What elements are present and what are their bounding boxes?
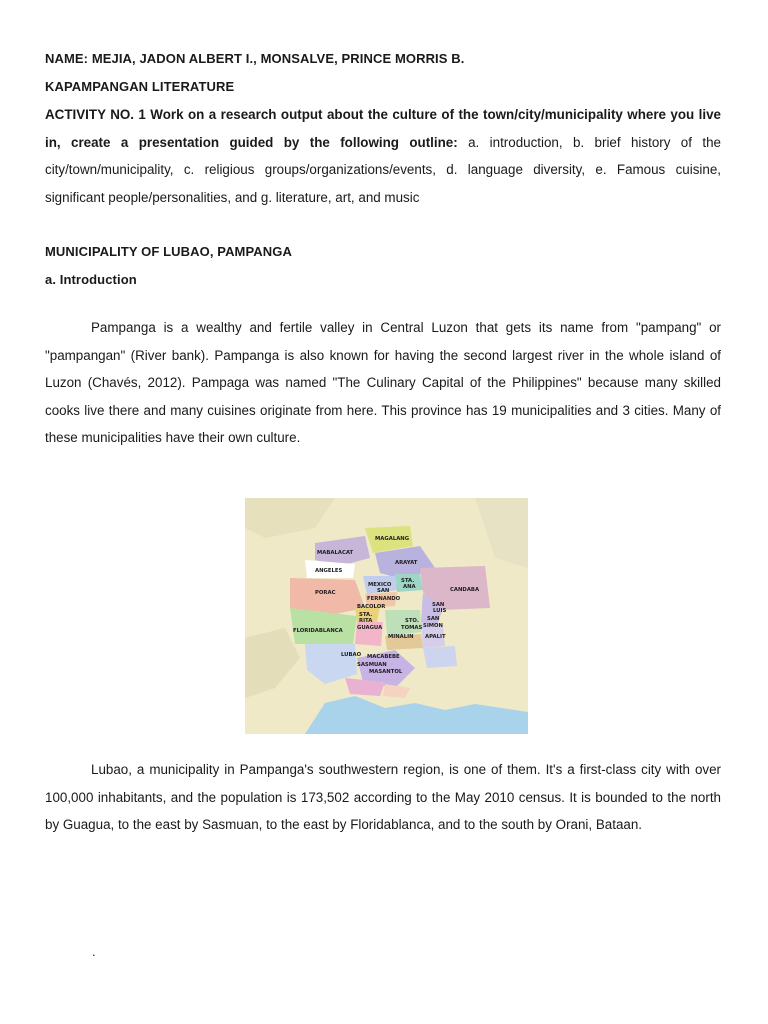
label-candaba: CANDABA xyxy=(450,587,480,593)
intro-paragraph xyxy=(45,314,721,452)
label-arayat: ARAYAT xyxy=(395,560,418,566)
lubao-text: Lubao, a municipality in Pampanga's southwestern region, is one of them. It's a first-class city with over 100,000 inhabitants, and the population is 173,502 according to the May 2010 census. It is bounded to the north by Guagua, to the east by Sasmuan, to the east by Floridablanca, and to the south by Orani, Bataan. xyxy=(45,762,721,833)
section-title: MUNICIPALITY OF LUBAO, PAMPANGA xyxy=(45,244,292,259)
label-sta-rita-2: RITA xyxy=(359,618,373,624)
label-masantol: MASANTOL xyxy=(369,669,403,675)
lubao-paragraph xyxy=(45,756,721,839)
label-porac: PORAC xyxy=(315,590,336,596)
label-guagua: GUAGUA xyxy=(357,625,383,631)
subsection-title: a. Introduction xyxy=(45,272,137,287)
label-sto-tomas-2: TOMAS xyxy=(401,625,423,631)
label-mabalacat: MABALACAT xyxy=(317,550,354,556)
label-lubao: LUBAO xyxy=(341,652,362,658)
label-san-luis-1: SAN xyxy=(432,602,445,608)
label-san-simon-1: SAN xyxy=(427,616,440,622)
label-sto-tomas-1: STO. xyxy=(405,618,419,624)
activity-instructions xyxy=(45,101,721,211)
pampanga-map-image xyxy=(245,498,528,734)
label-sta-rita-1: STA. xyxy=(359,612,373,618)
label-bacolor: BACOLOR xyxy=(357,604,386,610)
activity-heading: ACTIVITY NO. 1 Work on a research output about the culture of the town/city/municipality where you live in, create a presentation guided by the following outline: xyxy=(45,107,721,150)
label-san-luis-2: LUIS xyxy=(433,608,447,614)
trailing-mark: . xyxy=(92,944,96,959)
region-apalit xyxy=(423,646,457,668)
label-macabebe: MACABEBE xyxy=(367,654,400,660)
label-floridablanca: FLORIDABLANCA xyxy=(293,628,343,634)
activity-outline: a. introduction, b. brief history of the city/town/municipality, c. religious groups/organizations/events, d. language diversity, e. Famous cuisine, significant people/personalities, and g. literature, art, and music xyxy=(45,134,721,205)
label-san-simon-2: SIMON xyxy=(423,623,443,629)
label-san-fernando-1: SAN xyxy=(377,588,390,594)
label-sta-ana-2: ANA xyxy=(403,584,416,590)
label-apalit: APALIT xyxy=(425,634,446,640)
label-mexico: MEXICO xyxy=(368,582,392,588)
label-magalang: MAGALANG xyxy=(375,536,410,542)
label-san-fernando-2: FERNANDO xyxy=(367,596,401,602)
label-minalin: MINALIN xyxy=(388,634,414,640)
label-sasmuan: SASMUAN xyxy=(357,662,387,668)
course-title: KAPAMPANGAN LITERATURE xyxy=(45,79,235,94)
intro-text: Pampanga is a wealthy and fertile valley in Central Luzon that gets its name from "pampang" or "pampangan" (River bank). Pampanga is also known for having the second largest river in the whole island of Luzon (Chavés, 2012). Pampaga was named "The Culinary Capital of the Philippines" because many skilled cooks live there and many cuisines originate from here. This province has 19 municipalities and 3 cities. Many of these municipalities have their own culture. xyxy=(45,320,721,446)
author-names: NAME: MEJIA, JADON ALBERT I., MONSALVE, PRINCE MORRIS B. xyxy=(45,51,465,66)
label-sta-ana-1: STA. xyxy=(401,578,415,584)
label-angeles: ANGELES xyxy=(315,568,343,574)
